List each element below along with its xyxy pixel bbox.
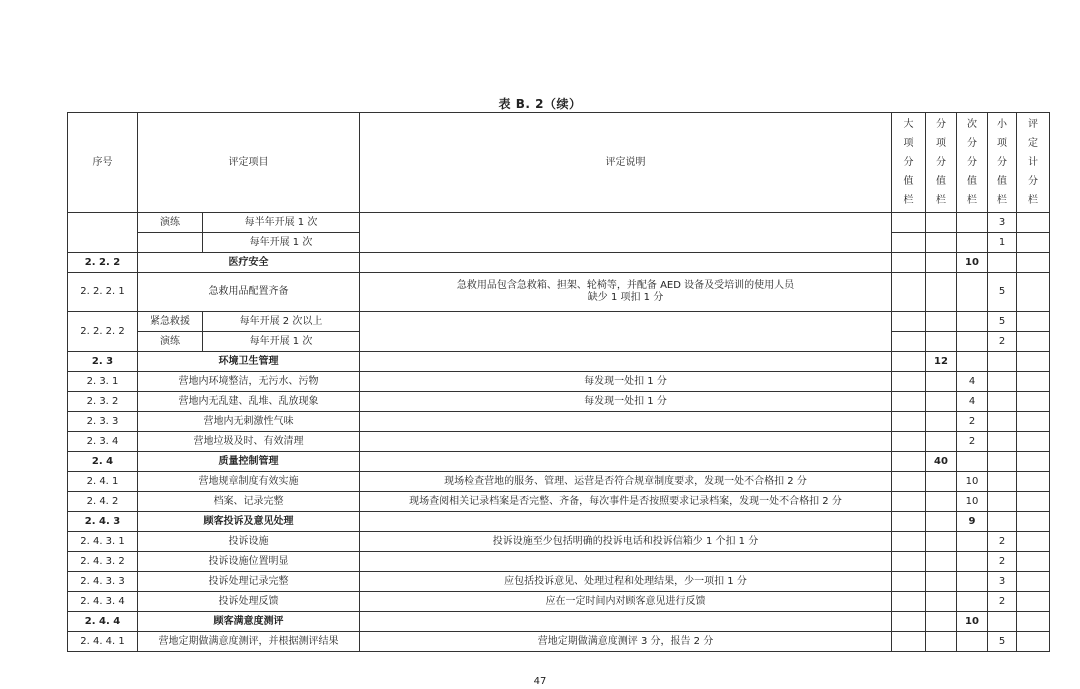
seq-cell: 2. 4. 3. 3 — [68, 572, 138, 592]
desc-cell — [360, 412, 892, 432]
item-cell: 质量控制管理 — [138, 452, 360, 472]
item-cell: 营地内无乱建、乱堆、乱放现象 — [138, 392, 360, 412]
table-row — [68, 632, 1050, 652]
seq-cell: 2. 4. 4. 1 — [68, 632, 138, 652]
item-cell: 营地规章制度有效实施 — [138, 472, 360, 492]
desc-cell: 每发现一处扣 1 分 — [360, 372, 892, 392]
desc-cell: 投诉设施至少包括明确的投诉电话和投诉信箱少 1 个扣 1 分 — [360, 532, 892, 552]
item-cell: 投诉设施 — [138, 532, 360, 552]
seq-cell: 2. 4. 3. 1 — [68, 532, 138, 552]
seq-cell: 2. 4. 3 — [68, 512, 138, 532]
item-cell: 急救用品配置齐备 — [138, 273, 360, 312]
desc-cell: 应在一定时间内对顾客意见进行反馈 — [360, 592, 892, 612]
header-desc: 评定说明 — [360, 113, 892, 213]
secondary-score: 10 — [957, 492, 988, 512]
seq-cell: 2. 2. 2. 1 — [68, 273, 138, 312]
seq-cell: 2. 4. 3. 4 — [68, 592, 138, 612]
header-major-score: 大 项 分 值 栏 — [892, 113, 926, 213]
table-row — [68, 352, 1050, 372]
header-seq: 序号 — [68, 113, 138, 213]
seq-cell: 2. 4. 4 — [68, 612, 138, 632]
desc-cell — [360, 312, 892, 352]
category-cell: 演练 — [138, 213, 203, 233]
desc-line: 缺少 1 项扣 1 分 — [587, 292, 664, 303]
item-cell: 投诉设施位置明显 — [138, 552, 360, 572]
table-row — [68, 532, 1050, 552]
evaluation-table — [67, 112, 1050, 652]
sub-item-cell: 每半年开展 1 次 — [203, 213, 360, 233]
seq-cell: 2. 2. 2. 2 — [68, 312, 138, 352]
item-cell: 营地内无刺激性气味 — [138, 412, 360, 432]
header-row — [68, 113, 1050, 213]
table-row — [68, 392, 1050, 412]
minor-score: 2 — [988, 592, 1017, 612]
table-row — [68, 592, 1050, 612]
secondary-score: 9 — [957, 512, 988, 532]
table-row — [68, 552, 1050, 572]
table-row — [68, 312, 1050, 332]
header-item: 评定项目 — [138, 113, 360, 213]
sub-item-cell: 每年开展 1 次 — [203, 332, 360, 352]
seq-cell: 2. 4 — [68, 452, 138, 472]
item-cell: 环境卫生管理 — [138, 352, 360, 372]
item-cell: 营地定期做满意度测评，并根据测评结果 — [138, 632, 360, 652]
minor-score: 5 — [988, 632, 1017, 652]
desc-cell: 应包括投诉意见、处理过程和处理结果，少一项扣 1 分 — [360, 572, 892, 592]
sub-item-cell: 每年开展 1 次 — [203, 233, 360, 253]
seq-cell: 2. 3. 2 — [68, 392, 138, 412]
desc-cell — [360, 213, 892, 253]
header-sub-score: 分 项 分 值 栏 — [926, 113, 957, 213]
item-cell: 顾客投诉及意见处理 — [138, 512, 360, 532]
seq-cell: 2. 2. 2 — [68, 253, 138, 273]
item-cell: 投诉处理反馈 — [138, 592, 360, 612]
desc-cell — [360, 552, 892, 572]
secondary-score: 10 — [957, 612, 988, 632]
page-number: 47 — [533, 676, 547, 687]
table-row — [68, 472, 1050, 492]
secondary-score: 4 — [957, 392, 988, 412]
desc-cell: 现场检查营地的服务、管理、运营是否符合规章制度要求，发现一处不合格扣 2 分 — [360, 472, 892, 492]
desc-cell — [360, 432, 892, 452]
item-cell: 营地内环境整洁，无污水、污物 — [138, 372, 360, 392]
minor-score: 5 — [988, 273, 1017, 312]
seq-cell: 2. 4. 1 — [68, 472, 138, 492]
minor-score: 3 — [988, 213, 1017, 233]
item-cell: 医疗安全 — [138, 253, 360, 273]
desc-cell: 每发现一处扣 1 分 — [360, 392, 892, 412]
category-cell: 紧急救援 — [138, 312, 203, 332]
table-row — [68, 512, 1050, 532]
secondary-score: 2 — [957, 432, 988, 452]
seq-cell — [68, 213, 138, 253]
table-row — [68, 253, 1050, 273]
table-row — [68, 273, 1050, 312]
table-row — [68, 213, 1050, 233]
desc-cell — [360, 273, 892, 312]
secondary-score: 2 — [957, 412, 988, 432]
desc-cell: 现场查阅相关记录档案是否完整、齐备，每次事件是否按照要求记录档案，发现一处不合格扣 2 分 — [360, 492, 892, 512]
item-cell: 顾客满意度测评 — [138, 612, 360, 632]
desc-cell: 营地定期做满意度测评 3 分，报告 2 分 — [360, 632, 892, 652]
seq-cell: 2. 4. 3. 2 — [68, 552, 138, 572]
seq-cell: 2. 4. 2 — [68, 492, 138, 512]
sub-item-cell: 每年开展 2 次以上 — [203, 312, 360, 332]
minor-score: 3 — [988, 572, 1017, 592]
header-minor-score: 小 项 分 值 栏 — [988, 113, 1017, 213]
minor-score: 2 — [988, 332, 1017, 352]
table-row — [68, 372, 1050, 392]
minor-score: 5 — [988, 312, 1017, 332]
sub-score: 12 — [926, 352, 957, 372]
category-cell: 演练 — [138, 332, 203, 352]
table-row — [68, 572, 1050, 592]
header-secondary-score: 次 分 分 值 栏 — [957, 113, 988, 213]
table-row — [68, 432, 1050, 452]
item-cell: 投诉处理记录完整 — [138, 572, 360, 592]
seq-cell: 2. 3 — [68, 352, 138, 372]
table-row — [68, 612, 1050, 632]
minor-score: 2 — [988, 552, 1017, 572]
secondary-score: 10 — [957, 253, 988, 273]
secondary-score: 10 — [957, 472, 988, 492]
sub-score: 40 — [926, 452, 957, 472]
seq-cell: 2. 3. 1 — [68, 372, 138, 392]
table-row — [68, 412, 1050, 432]
item-cell: 档案、记录完整 — [138, 492, 360, 512]
minor-score: 2 — [988, 532, 1017, 552]
table-caption: 表 B. 2（续） — [498, 97, 582, 111]
header-rated-score: 评 定 计 分 栏 — [1017, 113, 1050, 213]
minor-score: 1 — [988, 233, 1017, 253]
seq-cell: 2. 3. 3 — [68, 412, 138, 432]
desc-line: 急救用品包含急救箱、担架、轮椅等，并配备 AED 设备及受培训的使用人员 — [456, 280, 795, 291]
category-cell — [138, 233, 203, 253]
table-row — [68, 452, 1050, 472]
secondary-score: 4 — [957, 372, 988, 392]
item-cell: 营地垃圾及时、有效清理 — [138, 432, 360, 452]
table-row — [68, 492, 1050, 512]
seq-cell: 2. 3. 4 — [68, 432, 138, 452]
